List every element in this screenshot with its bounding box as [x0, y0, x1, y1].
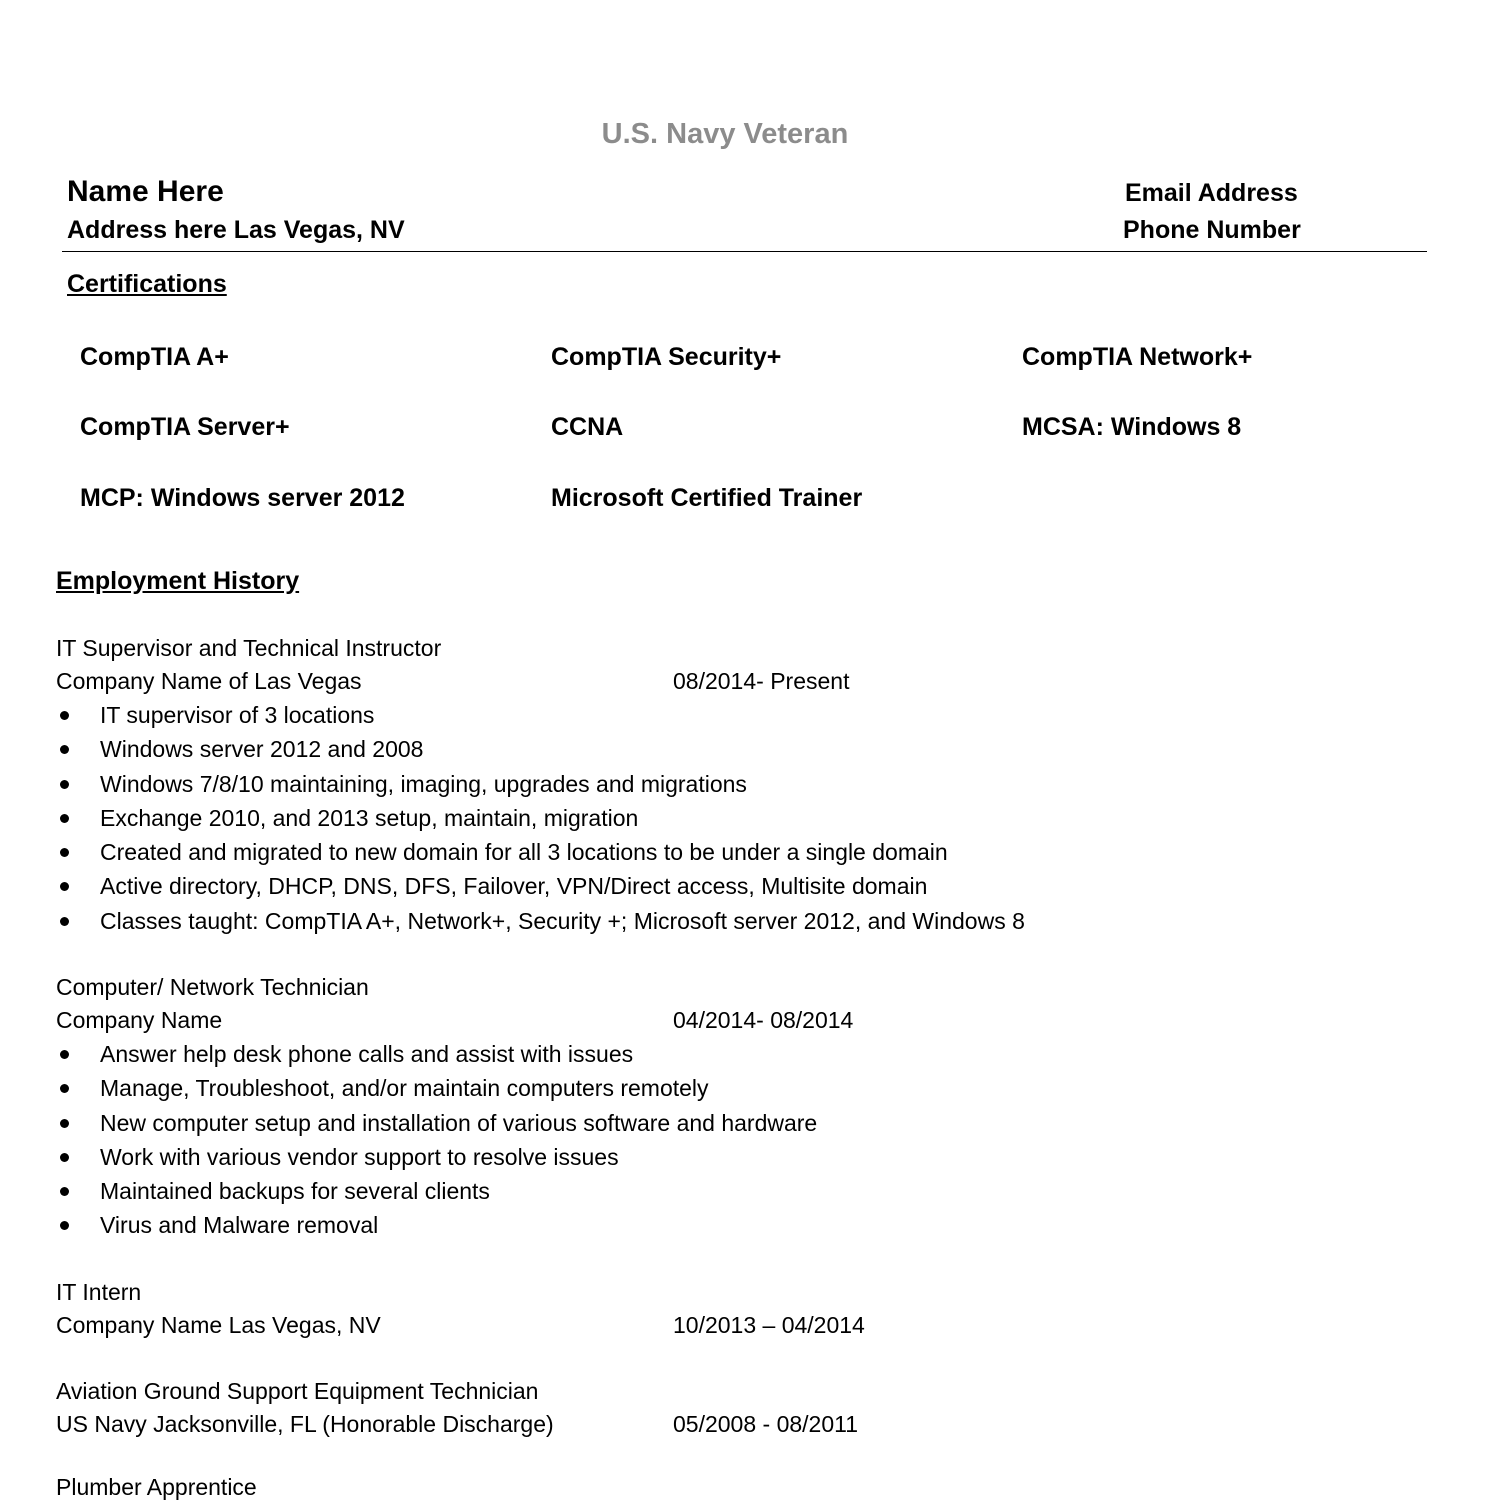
bullet-icon: [60, 711, 69, 720]
bullet-icon: [60, 1153, 69, 1162]
job-company: Company Name of Las Vegas: [56, 668, 362, 694]
candidate-name: Name Here: [67, 175, 224, 208]
list-item: [56, 1073, 817, 1107]
cert-item: CompTIA Network+: [1022, 343, 1253, 371]
job-company: Company Name: [56, 1007, 223, 1033]
bullet-text: Exchange 2010, and 2013 setup, maintain, migration: [100, 804, 639, 831]
job-company: Company Name Las Vegas, NV: [56, 1312, 381, 1338]
job-title: Aviation Ground Support Equipment Technician: [56, 1378, 539, 1404]
list-item: [56, 1108, 817, 1142]
list-item: [56, 871, 1025, 905]
bullet-text: Windows 7/8/10 maintaining, imaging, upgrades and migrations: [100, 770, 747, 797]
bullet-icon: [60, 848, 69, 857]
bullet-icon: [60, 882, 69, 891]
bullet-icon: [60, 1050, 69, 1059]
cert-item: CCNA: [551, 413, 624, 441]
bullet-text: Manage, Troubleshoot, and/or maintain computers remotely: [100, 1075, 709, 1102]
cert-item: CompTIA A+: [80, 343, 229, 371]
bullet-text: New computer setup and installation of various software and hardware: [100, 1109, 818, 1136]
job-dates: 08/2014- Present: [673, 668, 850, 694]
cert-item: CompTIA Server+: [80, 413, 290, 441]
list-item: [56, 734, 1025, 768]
bullet-text: Classes taught: CompTIA A+, Network+, Security +; Microsoft server 2012, and Windows 8: [100, 907, 1025, 934]
job-bullet-list: [56, 1039, 817, 1245]
cert-item: CompTIA Security+: [551, 343, 782, 371]
job-title: IT Supervisor and Technical Instructor: [56, 635, 442, 661]
list-item: [56, 1142, 817, 1176]
bullet-text: Created and migrated to new domain for all 3 locations to be under a single domain: [100, 839, 948, 866]
bullet-icon: [60, 917, 69, 926]
list-item: [56, 1210, 817, 1244]
list-item: [56, 837, 1025, 871]
job-dates: 04/2014- 08/2014: [673, 1007, 854, 1033]
bullet-icon: [60, 1221, 69, 1230]
candidate-phone: Phone Number: [1123, 216, 1301, 244]
candidate-email: Email Address: [1125, 179, 1298, 207]
job-dates: 10/2013 – 04/2014: [673, 1312, 865, 1338]
job-dates: 05/2008 - 08/2011: [673, 1411, 859, 1437]
bullet-icon: [60, 1084, 69, 1093]
job-bullet-list: [56, 700, 1025, 940]
bullet-text: IT supervisor of 3 locations: [100, 702, 375, 728]
bullet-icon: [60, 1187, 69, 1196]
cert-item: Microsoft Certified Trainer: [551, 484, 863, 512]
bullet-text: Maintained backups for several clients: [100, 1178, 490, 1205]
bullet-text: Virus and Malware removal: [100, 1212, 379, 1239]
bullet-icon: [60, 780, 69, 789]
list-item: [56, 700, 1025, 734]
bullet-icon: [60, 1119, 69, 1128]
cert-item: MCP: Windows server 2012: [80, 484, 405, 512]
list-item: [56, 769, 1025, 803]
job-title: IT Intern: [56, 1279, 142, 1305]
list-item: [56, 1039, 817, 1073]
job-title: Computer/ Network Technician: [56, 974, 369, 1000]
list-item: [56, 906, 1025, 940]
bullet-icon: [60, 745, 69, 754]
job-title: Plumber Apprentice: [56, 1474, 257, 1500]
list-item: [56, 803, 1025, 837]
bullet-text: Answer help desk phone calls and assist with issues: [100, 1041, 634, 1067]
bullet-text: Windows server 2012 and 2008: [100, 736, 424, 763]
certifications-heading: Certifications: [67, 270, 227, 298]
veteran-banner: U.S. Navy Veteran: [601, 118, 849, 150]
header-divider: [62, 251, 1427, 252]
employment-heading: Employment History: [56, 567, 300, 595]
bullet-text: Active directory, DHCP, DNS, DFS, Failover, VPN/Direct access, Multisite domain: [100, 873, 928, 900]
job-company: US Navy Jacksonville, FL (Honorable Discharge): [56, 1411, 554, 1437]
bullet-text: Work with various vendor support to resolve issues: [100, 1143, 619, 1170]
cert-item: MCSA: Windows 8: [1022, 413, 1242, 441]
candidate-address: Address here Las Vegas, NV: [67, 216, 405, 244]
list-item: [56, 1176, 817, 1210]
bullet-icon: [60, 814, 69, 823]
